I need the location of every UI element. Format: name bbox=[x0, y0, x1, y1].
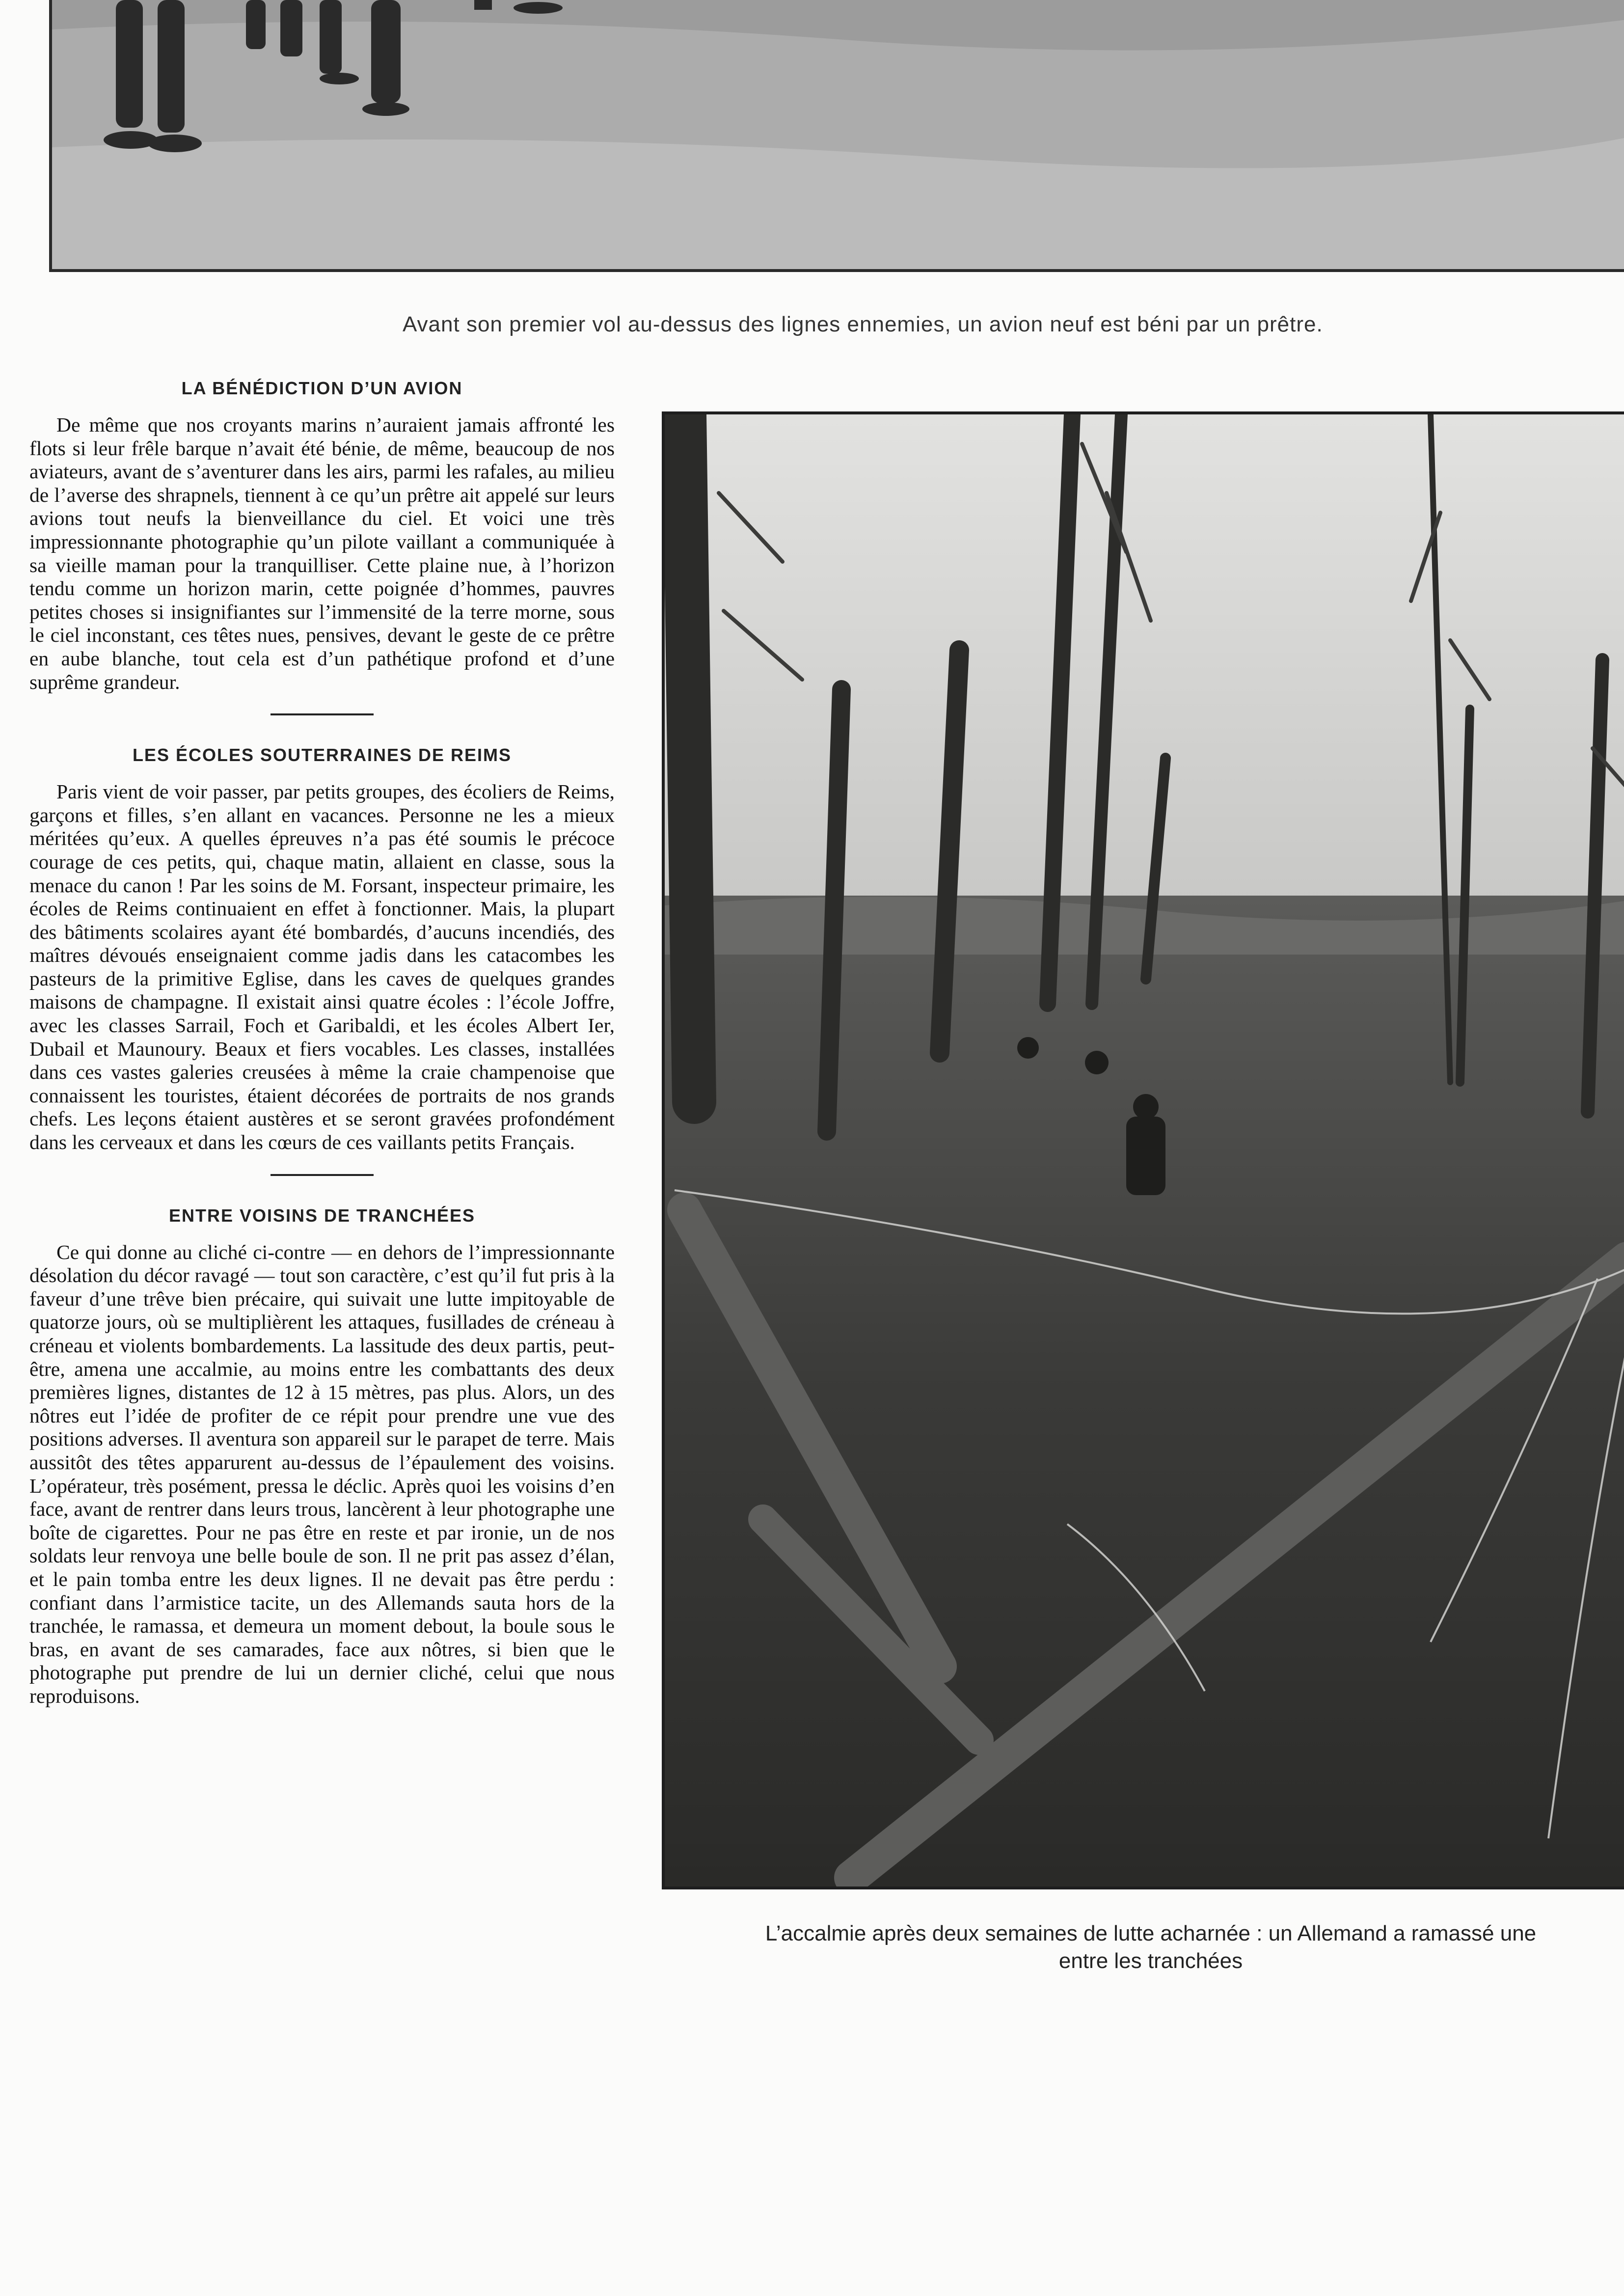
caption-line: L’accalmie après deux semaines de lutte acharnée : un Allemand a ramassé une bbox=[765, 1921, 1537, 1945]
caption-line: entre les tranchées bbox=[1058, 1949, 1243, 1973]
section-title: ENTRE VOISINS DE TRANCHÉES bbox=[168, 1205, 476, 1226]
section-title: LA BÉNÉDICTION D’UN AVION bbox=[181, 378, 463, 398]
trench-photo-scene bbox=[665, 414, 1624, 1886]
top-photograph bbox=[49, 0, 1624, 272]
section-body: Paris vient de voir passer, par petits groupes, des écoliers de Reims, garçons et filles, s’en allant en vacances. Personne ne les a mieux méritées qu’eux. A quelles épreuves n’a pas été soumis le précoce courage de ces petits, qui, chaque matin, allaient en classe, sous la menace du canon ! Par les soins de M. Forsant, inspecteur primaire, les écoles de Reims continuaient en effet à fonctionner. Mais, la plupart des bâtiments scolaires ayant été bombardés, d’aucuns incendiés, des maîtres dévoués enseignaient comme jadis dans les catacombes les pasteurs de la primitive Eglise, dans les caves de quelques grandes maisons de champagne. Il existait ainsi quatre écoles : l’école Joffre, avec les classes Sarrail, Foch et Garibaldi, et les écoles Albert Ier, Dubail et Maunoury. Beaux et fiers vocables. Les classes, installées dans ces vastes galeries creusées à même la craie champenoise que connaissent les touristes, étaient décorées de portraits de nos grands chefs. Les leçons étaient austères et se seront gravées profondément dans les cerveaux et dans les cœurs de ces vaillants petits Français. bbox=[29, 780, 615, 1154]
section-divider bbox=[271, 713, 374, 715]
trench-photo-caption bbox=[677, 1920, 1624, 1975]
article-benediction bbox=[29, 378, 615, 694]
section-body: Ce qui donne au cliché ci-contre — en dehors de l’impressionnante désolation du décor ravagé — tout son caractère, c’est qu’il fut pris à la faveur d’une trêve bien précaire, qui suivait une lutte impitoyable de quatorze jours, où se multiplièrent les attaques, fusillades de créneau à créneau et violents bombardements. La lassitude des deux partis, peut-être, amena une accalmie, au moins entre les combattants des deux premières lignes, distantes de 12 à 15 mètres, pas plus. Alors, un des nôtres eut l’idée de profiter de ce répit pour prendre une vue des positions adverses. Il aventura son appareil sur le parapet de terre. Mais aussitôt des têtes apparurent au-dessus de l’épaulement des voisins. L’opérateur, très posément, pressa le déclic. Après quoi les voisins d’en face, avant de rentrer dans leurs trous, lancèrent à leur photographe une boîte de cigarettes. Pour ne pas être en reste et par ironie, un de nos soldats leur renvoya une belle boule de son. Il ne prit pas assez d’élan, et le pain tomba entre les deux lignes. Il ne devait pas être perdu : confiant dans l’armistice tacite, un des Allemands sauta hors de la tranchée, le ramassa, et demeura un moment debout, la boule sous le bras, en avant de ses camarades, face aux nôtres, si bien que le photographe put prendre de lui un dernier cliché, celui que nous reproduisons. bbox=[29, 1240, 615, 1707]
trench-photograph bbox=[662, 411, 1624, 1889]
top-photo-caption: Avant son premier vol au-dessus des lignes ennemies, un avion neuf est béni par un prêtre. bbox=[403, 312, 1323, 336]
article-ecoles-reims bbox=[29, 745, 615, 1154]
article-voisins-tranchees bbox=[29, 1205, 615, 1708]
section-body: De même que nos croyants marins n’auraient jamais affronté les flots si leur frêle barque n’avait été bénie, de même, beaucoup de nos aviateurs, avant de s’aventurer dans les airs, parmi les rafales, au milieu de l’averse des shrapnels, tiennent à ce qu’un prêtre ait appelé sur leurs avions tout neufs la bienveillance du ciel. Et voici une très impressionnante photographie qu’un pilote vaillant a communiquée à sa vieille maman pour la tranquilliser. Cette plaine nue, à l’horizon tendu comme un horizon marin, cette poignée d’hommes, pauvres petites choses si insignifiantes sur l’immensité de la terre morne, sous le ciel inconstant, ces têtes nues, pensives, devant le geste de ce prêtre en aube blanche, tout cela est d’un pathétique profond et d’une suprême grandeur. bbox=[29, 413, 615, 693]
section-title: LES ÉCOLES SOUTERRAINES DE REIMS bbox=[132, 745, 512, 765]
article-column bbox=[29, 378, 615, 1708]
top-photo-scene bbox=[52, 0, 1624, 269]
section-divider bbox=[271, 1174, 374, 1176]
